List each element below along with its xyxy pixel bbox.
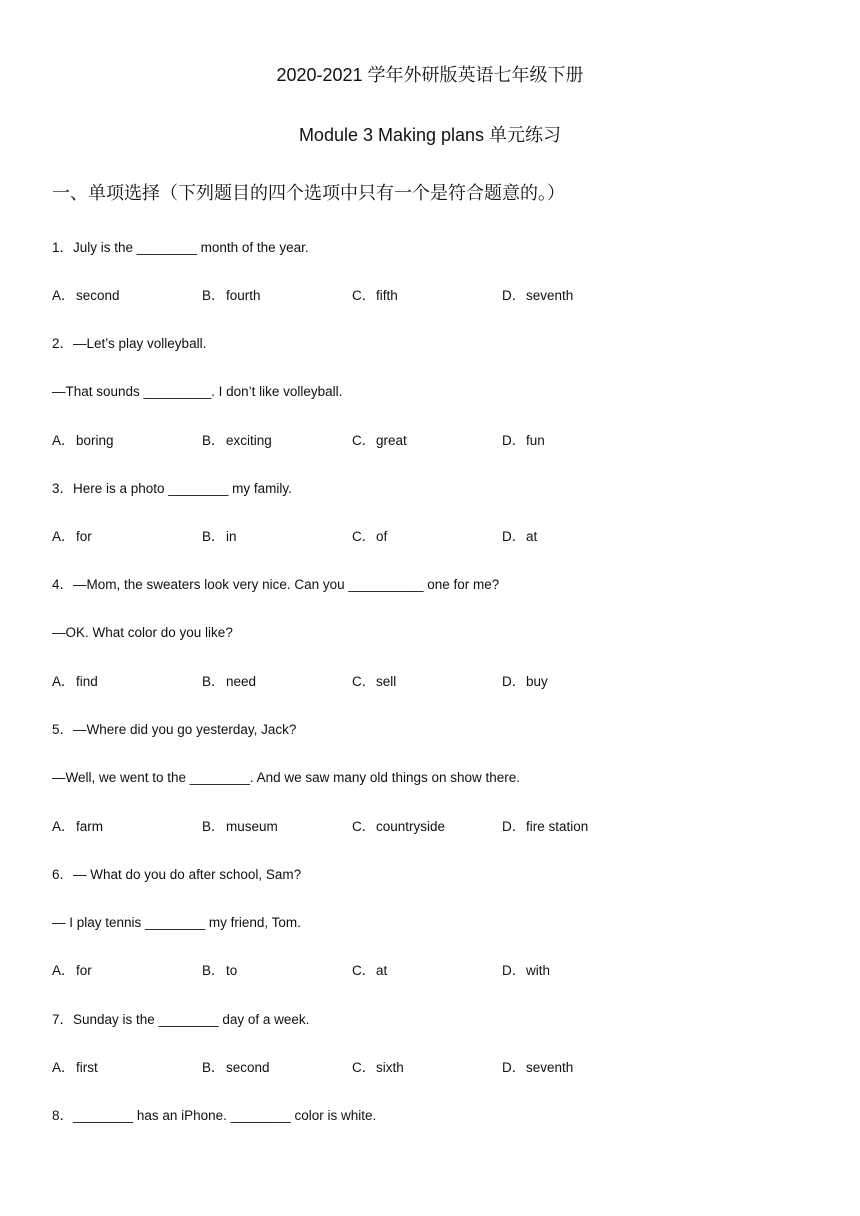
question-2-option-d[interactable] <box>502 432 545 450</box>
option-letter: B． <box>202 433 225 448</box>
question-6-stem: 6．— What do you do after school, Sam? <box>52 867 302 882</box>
question-7-stem: 7．Sunday is the ________ day of a week. <box>52 1012 310 1027</box>
question-2-option-b[interactable] <box>202 432 272 450</box>
option-letter: C． <box>352 529 376 544</box>
option-letter: C． <box>352 963 376 978</box>
option-letter: D． <box>502 433 526 448</box>
option-text: at <box>526 529 538 544</box>
option-letter: A． <box>52 1060 75 1075</box>
question-4-option-a[interactable] <box>52 673 98 691</box>
question-5-stem-line-2: —Well, we went to the ________. And we saw many old things on show there. <box>52 770 521 785</box>
option-letter: D． <box>502 529 526 544</box>
question-4-stem: 4．—Mom, the sweaters look very nice. Can you __________ one for me? <box>52 577 500 592</box>
question-2-option-a[interactable] <box>52 432 114 450</box>
question-4-option-c[interactable] <box>352 673 396 691</box>
option-text: exciting <box>226 433 272 448</box>
option-letter: B． <box>202 288 225 303</box>
document-subtitle: Module 3 Making plans 单元练习 <box>298 125 562 145</box>
option-letter: B． <box>202 1060 225 1075</box>
option-text: museum <box>226 819 278 834</box>
option-text: sell <box>376 674 397 689</box>
question-4-option-d[interactable] <box>502 673 548 691</box>
question-5-option-c[interactable] <box>352 818 445 836</box>
question-3-option-d[interactable] <box>502 528 537 546</box>
option-letter: D． <box>502 288 526 303</box>
option-letter: C． <box>352 1060 376 1075</box>
option-text: for <box>76 963 92 978</box>
question-4-option-b[interactable] <box>202 673 256 691</box>
option-letter: C． <box>352 288 376 303</box>
question-2-stem: 2．—Let’s play volleyball. <box>52 336 207 351</box>
question-8-stem: 8．________ has an iPhone. ________ color is white. <box>52 1108 377 1123</box>
option-text: boring <box>76 433 114 448</box>
question-1-option-c[interactable] <box>352 287 398 305</box>
option-text: fun <box>526 433 545 448</box>
question-6-option-b[interactable] <box>202 962 237 980</box>
option-letter: A． <box>52 529 75 544</box>
option-text: sixth <box>376 1060 404 1075</box>
option-letter: C． <box>352 433 376 448</box>
question-1-option-d[interactable] <box>502 287 573 305</box>
question-5-option-b[interactable] <box>202 818 278 836</box>
question-7-option-a[interactable] <box>52 1059 98 1077</box>
option-letter: D． <box>502 819 526 834</box>
question-6-option-a[interactable] <box>52 962 92 980</box>
option-text: in <box>226 529 237 544</box>
option-letter: B． <box>202 963 225 978</box>
question-5-option-a[interactable] <box>52 818 103 836</box>
question-1-stem: 1．July is the ________ month of the year. <box>52 240 309 255</box>
section-heading: 一、单项选择（下列题目的四个选项中只有一个是符合题意的。） <box>52 183 565 203</box>
option-letter: A． <box>52 288 75 303</box>
option-text: find <box>76 674 98 689</box>
question-3-option-b[interactable] <box>202 528 237 546</box>
option-letter: A． <box>52 963 75 978</box>
question-7-option-b[interactable] <box>202 1059 270 1077</box>
option-text: first <box>76 1060 98 1075</box>
option-text: fire station <box>526 819 589 834</box>
question-5-stem: 5．—Where did you go yesterday, Jack? <box>52 722 297 737</box>
option-letter: A． <box>52 674 75 689</box>
option-text: seventh <box>526 1060 574 1075</box>
option-text: to <box>226 963 238 978</box>
option-text: farm <box>76 819 103 834</box>
option-letter: C． <box>352 819 376 834</box>
question-1-option-b[interactable] <box>202 287 261 305</box>
option-text: of <box>376 529 388 544</box>
document-title: 2020-2021 学年外研版英语七年级下册 <box>276 65 584 85</box>
option-text: buy <box>526 674 548 689</box>
question-6-option-d[interactable] <box>502 962 550 980</box>
option-text: second <box>76 288 120 303</box>
option-text: seventh <box>526 288 574 303</box>
question-3-option-c[interactable] <box>352 528 387 546</box>
option-text: second <box>226 1060 270 1075</box>
option-letter: B． <box>202 529 225 544</box>
option-letter: B． <box>202 819 225 834</box>
option-letter: D． <box>502 1060 526 1075</box>
option-letter: D． <box>502 963 526 978</box>
question-3-stem: 3．Here is a photo ________ my family. <box>52 481 292 496</box>
question-6-option-c[interactable] <box>352 962 387 980</box>
option-letter: D． <box>502 674 526 689</box>
question-6-stem-line-2: — I play tennis ________ my friend, Tom. <box>52 915 301 930</box>
question-1-option-a[interactable] <box>52 287 120 305</box>
option-text: with <box>526 963 551 978</box>
question-2-stem-line-2: —That sounds _________. I don’t like volleyball. <box>52 384 343 399</box>
question-7-option-d[interactable] <box>502 1059 573 1077</box>
option-letter: C． <box>352 674 376 689</box>
option-text: fifth <box>376 288 398 303</box>
option-text: fourth <box>226 288 261 303</box>
question-5-option-d[interactable] <box>502 818 588 836</box>
option-text: need <box>226 674 257 689</box>
question-2-option-c[interactable] <box>352 432 407 450</box>
option-letter: B． <box>202 674 225 689</box>
option-text: for <box>76 529 92 544</box>
question-4-stem-line-2: —OK. What color do you like? <box>52 625 233 640</box>
question-7-option-c[interactable] <box>352 1059 404 1077</box>
option-letter: A． <box>52 433 75 448</box>
option-letter: A． <box>52 819 75 834</box>
option-text: countryside <box>376 819 446 834</box>
option-text: at <box>376 963 388 978</box>
question-3-option-a[interactable] <box>52 528 92 546</box>
option-text: great <box>376 433 407 448</box>
